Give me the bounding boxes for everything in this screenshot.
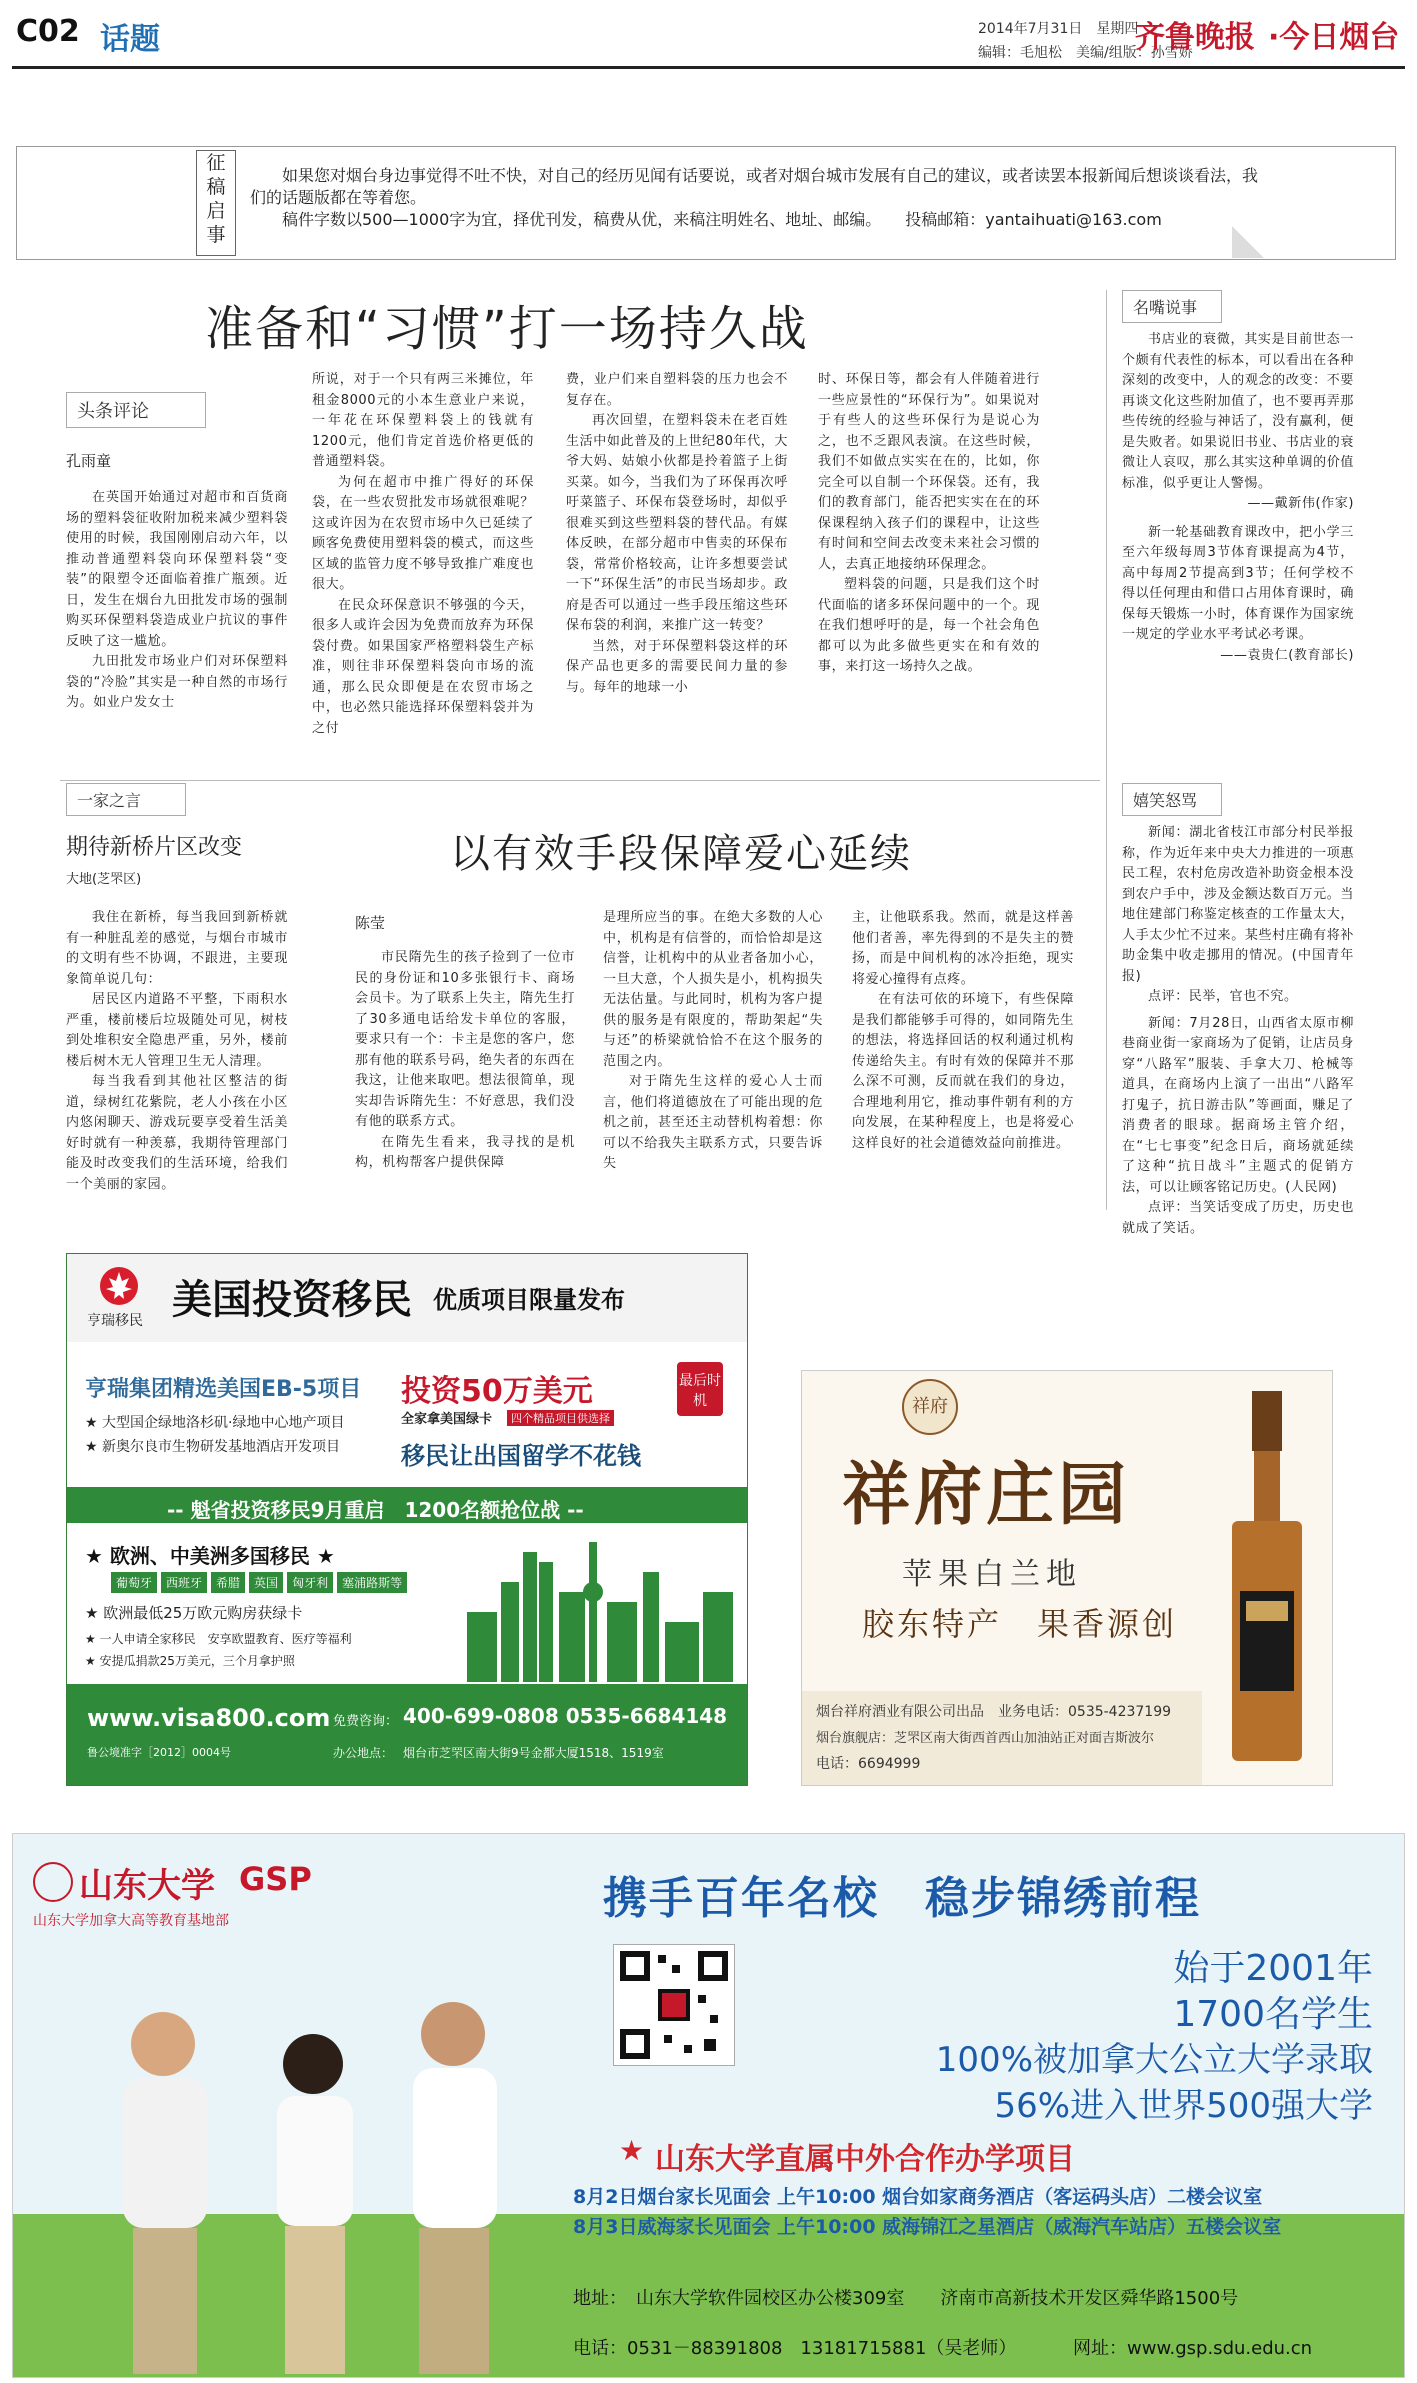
headline-article-1: 准备和“习惯”打一场持久战 bbox=[205, 301, 809, 357]
notice-tag bbox=[196, 150, 236, 256]
ad-title: 美国投资移民 bbox=[172, 1277, 412, 1323]
ad-website[interactable]: www.visa800.com bbox=[87, 1704, 331, 1732]
ad-shandong-university-gsp[interactable] bbox=[12, 1833, 1405, 2378]
ad-country-tags bbox=[111, 1572, 407, 1593]
ad-bullet: ★ 新奥尔良市生物研发基地酒店开发项目 bbox=[85, 1439, 340, 1455]
paragraph: 所说，对于一个只有两三米摊位，年租金8000元的小本生意业户来说，一年花在环保塑料袋上的钱就有1200元，他们肯定首选价格更低的普通塑料袋。 bbox=[312, 372, 534, 469]
page-curl-decoration bbox=[1232, 226, 1264, 258]
country-tag: 匈牙利 bbox=[287, 1572, 333, 1593]
ad-sdu-project: 山东大学直属中外合作办学项目 bbox=[655, 2142, 1075, 2177]
gsp-logo-text: GSP bbox=[239, 1860, 312, 1898]
paragraph: 市民隋先生的孩子捡到了一位市民的身份证和10多张银行卡、商场会员卡。为了联系上失主，隋先生打了30多通电话给发卡单位的客服，要求只有一个：卡主是您的客户，您那有他的联系号码，绝失者的东西在我这，让他来取吧。想法很简单，现实却告诉隋先生：不好意思，我们没有他的联系方式。 bbox=[355, 950, 575, 1129]
column-label-xixiao: 嬉笑怒骂 bbox=[1122, 783, 1222, 816]
ad-xiangfu-brandy[interactable] bbox=[801, 1370, 1333, 1786]
sidebar-text bbox=[1122, 330, 1354, 666]
ad-badge-last-chance: 最后时机 bbox=[677, 1362, 723, 1416]
ad-quebec-banner: -- 魁省投资移民9月重启 1200名额抢位战 -- bbox=[167, 1498, 584, 1522]
notice-tag-char: 事 bbox=[206, 224, 226, 246]
ad-greencard: 全家拿美国绿卡 bbox=[401, 1412, 493, 1427]
ad-bullet: ★ 一人申请全家移民 安享欧盟教育、医疗等福利 bbox=[85, 1632, 352, 1646]
newspaper-name: 齐鲁晚报 bbox=[1135, 20, 1255, 55]
country-tag: 塞浦路斯等 bbox=[337, 1572, 407, 1593]
ad-brand: 亨瑞移民 bbox=[87, 1313, 143, 1329]
article-column bbox=[852, 908, 1074, 1154]
header-rule bbox=[12, 66, 1405, 69]
ad-phone[interactable]: 400-699-0808 0535-6684148 bbox=[403, 1704, 728, 1728]
ad-address: 烟台市芝罘区南大街9号金都大厦1518、1519室 bbox=[403, 1746, 664, 1760]
notice-tag-char: 启 bbox=[206, 200, 226, 222]
paragraph: 新一轮基础教育课改中，把小学三至六年级每周3节体育课提高为4节，高中每周2节提高到3节；任何学校不得以任何理由和借口占用体育课时，确保每天锻炼一小时，体育课作为国家统一规定的学业水平考试必考课。 bbox=[1122, 524, 1354, 642]
ad-subtitle: 优质项目限量发布 bbox=[433, 1286, 625, 1314]
article-column bbox=[603, 908, 823, 1175]
ad-sdu-meeting: 8月2日烟台家长见面会 上午10:00 烟台如家商务酒店（客运码头店）二楼会议室 bbox=[573, 2186, 1263, 2208]
notice-line: 如果您对烟台身边事觉得不吐不快，对自己的经历见闻有话要说，或者对烟台城市发展有自己的建议，或者读罢本报新闻后想谈谈看法，我们的话题版都在等着您。 bbox=[250, 166, 1259, 207]
maple-leaf-icon bbox=[93, 1266, 145, 1306]
article-column bbox=[66, 488, 288, 714]
notice-text bbox=[250, 165, 1260, 231]
xiangfu-logo: 祥府 bbox=[902, 1379, 958, 1435]
sdu-logo-text: 山东大学 bbox=[79, 1866, 215, 1906]
ad-addr-label: 办公地点： bbox=[333, 1746, 394, 1760]
sdu-emblem-icon bbox=[33, 1862, 73, 1902]
ad-license: 鲁公境准字［2012］0004号 bbox=[87, 1746, 231, 1759]
paragraph: 主，让他联系我。然而，就是这样善他们者善，率先得到的不是失主的赞扬，而是中间机构的冰冷拒绝，现实将爱心撞得有点疼。 bbox=[852, 910, 1074, 987]
column-label-toutiao: 头条评论 bbox=[66, 392, 206, 428]
article-column bbox=[66, 908, 288, 1195]
ad-sdu-stat: 56%进入世界500强大学 bbox=[994, 2086, 1373, 2126]
edition-name: ·今日烟台 bbox=[1268, 20, 1400, 55]
headline-article-2: 以有效手段保障爱心延续 bbox=[450, 831, 912, 877]
byline: 大地(芝罘区) bbox=[66, 872, 142, 887]
ad-sdu-stat: 1700名学生 bbox=[1173, 1994, 1373, 2035]
country-tag: 西班牙 bbox=[161, 1572, 207, 1593]
article-column bbox=[818, 370, 1040, 678]
paragraph: 再次回望，在塑料袋未在老百姓生活中如此普及的上世纪80年代，大爷大妈、姑娘小伙都是拎着篮子上街买菜。如今，当我们为了环保再次呼吁菜篮子、环保布袋登场时，却似乎很难买到这些塑料袋的替代品。有媒体反映，在部分超市中售卖的环保布袋，常常价格较高，让许多想要尝试一下“环保生活”的市民当场却步。政府是否可以通过一些手段压缩这些环保布袋的利润，来推广这一转变？ bbox=[566, 413, 788, 633]
paragraph: 九田批发市场业户们对环保塑料袋的“冷脸”其实是一种自然的市场行为。如业户发女士 bbox=[66, 654, 288, 710]
paragraph: 为何在超市中推广得好的环保袋，在一些农贸批发市场就很难呢？这或许因为在农贸市场中久已延续了顾客免费使用塑料袋的模式，而这些区域的监管力度不够导致推广难度也很大。 bbox=[312, 474, 534, 592]
country-tag: 希腊 bbox=[211, 1572, 245, 1593]
ad-xf-phone[interactable]: 电话：6694999 bbox=[816, 1756, 921, 1772]
column-label-yijia: 一家之言 bbox=[66, 783, 186, 816]
paragraph: 时、环保日等，都会有人伴随着进行一些应景性的“环保行为”。如果说对于有些人的这些环保行为是说心为之，也不乏跟风表演。在这些时候，我们不如做点实实在在的，比如，你完全可以自制一个环保袋。还有，我们的教育部门，能否把实实在在的环保课程纳入孩子们的课程中，让这些有时间和空间去改变未来社会习惯的人，去真正地接纳环保理念。 bbox=[818, 372, 1040, 572]
ad-sdu-website[interactable]: 网址：www.gsp.sdu.edu.cn bbox=[1073, 2338, 1313, 2359]
qr-code-icon[interactable] bbox=[613, 1944, 735, 2066]
comment: 点评：当笑话变成了历史，历史也就成了笑话。 bbox=[1122, 1200, 1354, 1236]
paragraph: 是理所应当的事。在绝大多数的人心中，机构是有信誉的，而恰恰却是这信誉，让机构中的从业者备加小心，一旦大意，个人损失是小，机构损失无法估量。与此同时，机构为客户提供的服务是有限度的，帮助架起“失与还”的桥梁就恰恰不在这个服务的范围之内。 bbox=[603, 910, 823, 1069]
quote-signature: ——袁贵仁(教育部长) bbox=[1220, 647, 1354, 663]
paragraph: 费，业户们来自塑料袋的压力也会不复存在。 bbox=[566, 372, 788, 408]
paragraph: 塑料袋的问题，只是我们这个时代面临的诸多环保问题中的一个。现在我们想呼吁的是，每一个社会角色都可以为此多做些更实在和有效的事，来打这一场持久之战。 bbox=[818, 577, 1040, 674]
article-column bbox=[566, 370, 788, 698]
paragraph: 新闻：7月28日，山西省太原市柳巷商业街一家商场为了促销，让店员身穿“八路军”服装、手拿大刀、枪械等道具，在商场内上演了一出出“八路军打鬼子，抗日游击队”等画面，赚足了消费者的眼球。据商场主管介绍，在“七七事变”纪念日后，商场就延续了这种“抗日战斗”主题式的促销方法，可以让顾客铭记历史。(人民网) bbox=[1122, 1015, 1354, 1195]
ad-xf-title: 祥府庄园 bbox=[842, 1455, 1131, 1535]
sidebar-text bbox=[1122, 823, 1354, 1239]
ad-bullet: ★ 欧洲最低25万欧元购房获绿卡 bbox=[85, 1604, 303, 1622]
paragraph: 新闻：湖北省枝江市部分村民举报称，作为近年来中央大力推进的一项惠民工程，农村危房改造补助资金根本没到农户手中，涉及金额达数百万元。当地住建部门称鉴定核查的工作量太大，人手太少忙不过来。某些村庄确有将补助金集中收走挪用的情况。(中国青年报) bbox=[1122, 825, 1354, 984]
ad-sdu-headline: 携手百年名校 稳步锦绣前程 bbox=[603, 1873, 1201, 1924]
paragraph: 在隋先生看来，我寻找的是机构，机构帮客户提供保障 bbox=[355, 1134, 575, 1170]
ad-slogan: 移民让出国留学不花钱 bbox=[401, 1442, 641, 1470]
byline: 陈莹 bbox=[355, 914, 386, 932]
paragraph: 我住在新桥，每当我回到新桥就有一种脏乱差的感觉，与烟台市城市的文明有些不协调，不跟进，主要现象简单说几句： bbox=[66, 910, 288, 987]
ad-xf-product: 苹果白兰地 bbox=[902, 1557, 1082, 1592]
headline-yijia: 期待新桥片区改变 bbox=[66, 835, 243, 860]
page-code: C02 bbox=[16, 14, 80, 49]
city-skyline-graphic bbox=[467, 1532, 737, 1686]
paragraph: 每当我看到其他社区整洁的街道，绿树红花紫院，老人小孩在小区内悠闲聊天、游戏玩要享受着生活美好时就有一种羡慕，我期待管理部门能及时改变我们的生活环境，给我们一个美丽的家园。 bbox=[66, 1074, 288, 1192]
comment: 点评：民举，官也不究。 bbox=[1148, 989, 1298, 1004]
paragraph: 在英国开始通过对超市和百货商场的塑料袋征收附加税来减少塑料袋使用的时候，我国刚刚启动六年，以推动普通塑料袋向环保塑料袋“变装”的限塑令还面临着推广瓶颈。近日，发生在烟台九田批发市场的强制购买环保塑料袋造成业户抗议的事件反映了这一尴尬。 bbox=[66, 490, 288, 649]
ad-invest: 投资50万美元 bbox=[401, 1374, 593, 1409]
ad-bullet: ★ 安提瓜捐款25万美元，三个月拿护照 bbox=[85, 1654, 295, 1668]
ad-sdu-stat: 100%被加拿大公立大学录取 bbox=[935, 2040, 1373, 2080]
notice-tag-char: 征 bbox=[206, 152, 226, 174]
issue-date: 2014年7月31日 星期四 bbox=[978, 21, 1139, 37]
ad-tel-label: 免费咨询： bbox=[333, 1714, 399, 1729]
ad-sdu-stat: 始于2001年 bbox=[1173, 1948, 1373, 1989]
ad-four-projects: 四个精品项目供选择 bbox=[507, 1410, 614, 1426]
paragraph: 书店业的衰微，其实是目前世态一个颇有代表性的标本，可以看出在各种深刻的改变中，人的观念的改变：不要再谈文化这些附加值了，也不要再弄那些传统的经验与神话了，没有赢利，便是失败者。如果说旧书业、书店业的衰微让人哀叹，那么其实这种单调的价值标准，似乎更让人警惕。 bbox=[1122, 332, 1354, 491]
ad-xf-slogan: 胶东特产 果香源创 bbox=[862, 1605, 1178, 1643]
quote-signature: ——戴新伟(作家) bbox=[1247, 496, 1354, 511]
ad-sdu-address: 地址： 山东大学软件园校区办公楼309室 济南市高新技术开发区舜华路1500号 bbox=[573, 2288, 1239, 2309]
brandy-bottle-image bbox=[1222, 1391, 1312, 1775]
students-photo bbox=[53, 1954, 573, 2378]
editor-credits: 编辑：毛旭松 美编/组版：孙雪娇 bbox=[978, 45, 1193, 61]
ad-sdu-phone[interactable]: 电话：0531－88391808 13181715881（吴老师） bbox=[573, 2338, 1017, 2359]
notice-line: 稿件字数以500—1000字为宜，择优刊发，稿费从优，来稿注明姓名、地址、邮编。 投稿邮箱：yantaihuati@163.com bbox=[282, 210, 1162, 229]
paragraph: 对于隋先生这样的爱心人士而言，他们将道德放在了可能出现的危机之前，甚至还主动替机构着想：你可以不给我失主联系方式，只要告诉失 bbox=[603, 1074, 823, 1171]
ad-eu-heading: ★ 欧洲、中美洲多国移民 ★ bbox=[85, 1544, 335, 1568]
ad-xf-company: 烟台祥府酒业有限公司出品 业务电话：0535-4237199 bbox=[816, 1704, 1172, 1720]
paragraph: 当然，对于环保塑料袋这样的环保产品也更多的需要民间力量的参与。每年的地球一小 bbox=[566, 638, 788, 695]
paragraph: 在有法可依的环境下，有些保障是我们都能够手可得的，如同隋先生的想法，将选择回话的权利通过机构传递给失主。有时有效的保障并不那么深不可测，反而就在我们的身边，合理地利用它，推动事件朝有利的方向发展，在某种程度上，也是将爱心这样良好的社会道德效益向前推进。 bbox=[852, 992, 1074, 1151]
ad-eb5-heading: 亨瑞集团精选美国EB-5项目 bbox=[85, 1377, 362, 1402]
country-tag: 葡萄牙 bbox=[111, 1572, 157, 1593]
star-icon: ★ bbox=[619, 2134, 645, 2167]
sidebar-divider bbox=[1106, 290, 1107, 1210]
byline: 孔雨童 bbox=[66, 452, 112, 470]
section-divider bbox=[60, 780, 1100, 781]
ad-immigration[interactable] bbox=[66, 1253, 748, 1786]
section-title: 话题 bbox=[100, 22, 160, 57]
ad-xf-store: 烟台旗舰店：芝罘区南大街西首西山加油站正对面吉斯波尔 bbox=[816, 1731, 1155, 1746]
paragraph: 在民众环保意识不够强的今天，很多人或许会因为免费而放弃为环保袋付费。如果国家严格塑料袋生产标准，则往非环保塑料袋向市场的流通，那么民众即便是在农贸市场之中，也必然只能选择环保塑料袋并为之付 bbox=[312, 597, 534, 736]
country-tag: 英国 bbox=[249, 1572, 283, 1593]
column-label-mingzui: 名嘴说事 bbox=[1122, 290, 1222, 323]
ad-bullet: ★ 大型国企绿地洛杉矶·绿地中心地产项目 bbox=[85, 1415, 345, 1431]
paragraph: 居民区内道路不平整，下雨积水严重，楼前楼后垃圾随处可见，树枝到处堆积安全隐患严重，另外，楼前楼后树木无人管理卫生无人清理。 bbox=[66, 992, 288, 1069]
ad-sdu-meeting: 8月3日威海家长见面会 上午10:00 威海锦江之星酒店（威海汽车站店）五楼会议室 bbox=[573, 2216, 1282, 2238]
article-column bbox=[355, 948, 575, 1174]
ad-sdu-subtitle: 山东大学加拿大高等教育基地部 bbox=[33, 1913, 229, 1929]
article-column bbox=[312, 370, 534, 739]
notice-tag-char: 稿 bbox=[206, 176, 226, 198]
